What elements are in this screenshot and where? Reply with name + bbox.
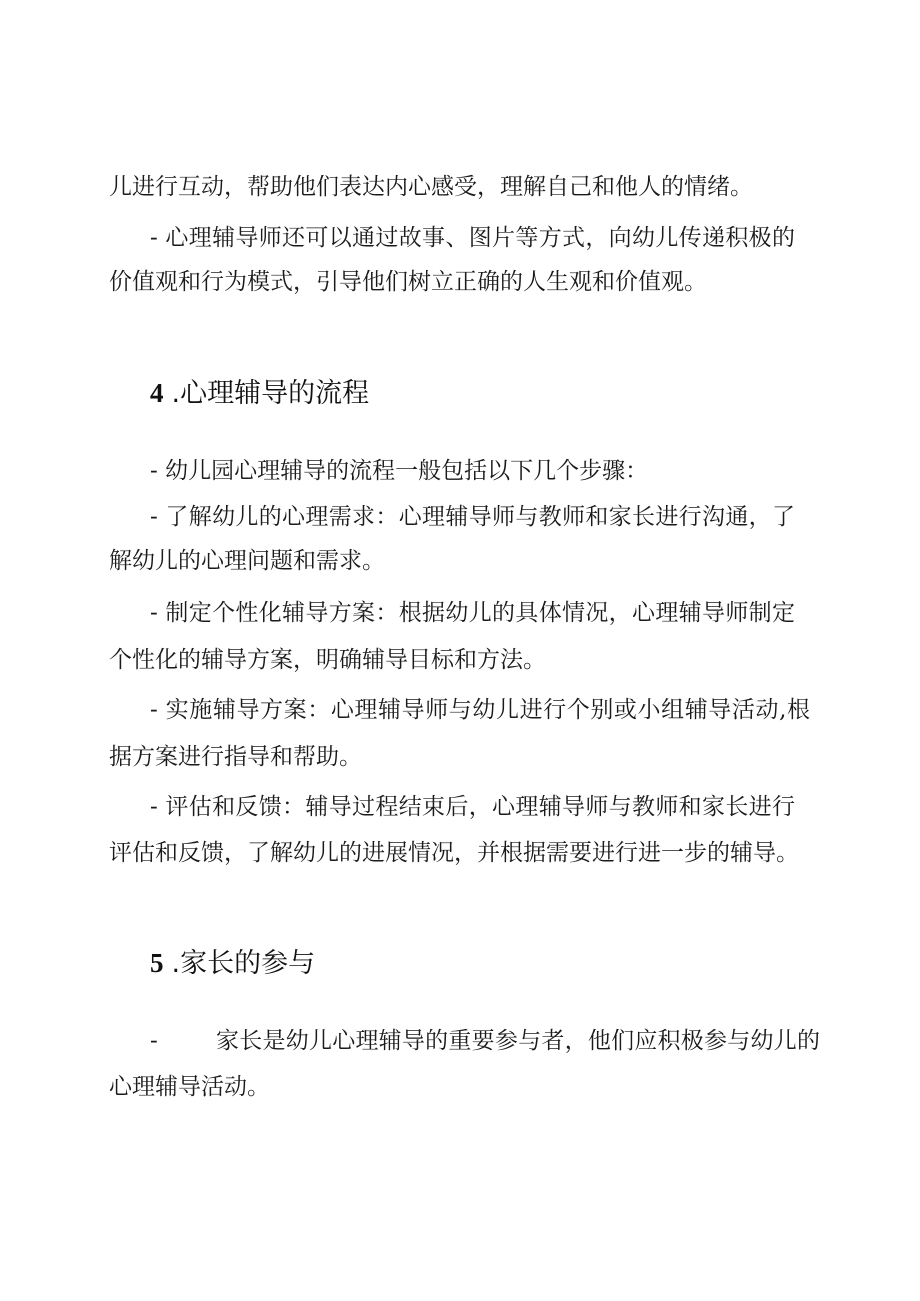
step-continuation: 个性化的辅导方案，明确辅导目标和方法。 [109,647,546,673]
section-title: .心理辅导的流程 [171,378,370,409]
section-number: 5 [150,948,164,978]
paragraph-line: 儿进行互动，帮助他们表达内心感受，理解自己和他人的情绪。 [109,174,753,200]
bullet-dash: - [150,1028,158,1054]
step-line: - 实施辅导方案：心理辅导师与幼儿进行个别或小组辅导活动,根 [150,697,810,723]
section-heading-5 [150,946,315,981]
step-line: - 评估和反馈：辅导过程结束后，心理辅导师与教师和家长进行 [150,794,795,820]
step-continuation: 评估和反馈，了解幼儿的进展情况，并根据需要进行进一步的辅导。 [109,840,799,866]
step-continuation: 解幼儿的心理问题和需求。 [109,548,385,574]
bullet-line: 家长是幼儿心理辅导的重要参与者，他们应积极参与幼儿的 [216,1028,820,1054]
section-heading-4 [150,376,369,411]
section-number: 4 [150,378,164,408]
section-title: .家长的参与 [171,948,316,979]
bullet-continuation: 心理辅导活动。 [109,1074,270,1100]
bullet-continuation: 价值观和行为模式，引导他们树立正确的人生观和价值观。 [109,269,707,295]
intro-line: - 幼儿园心理辅导的流程一般包括以下几个步骤： [150,458,649,484]
bullet-line: - 心理辅导师还可以通过故事、图片等方式，向幼儿传递积极的 [150,225,795,251]
step-continuation: 据方案进行指导和帮助。 [109,744,362,770]
step-line: - 了解幼儿的心理需求：心理辅导师与教师和家长进行沟通，了 [150,504,795,530]
step-line: - 制定个性化辅导方案：根据幼儿的具体情况，心理辅导师制定 [150,600,795,626]
